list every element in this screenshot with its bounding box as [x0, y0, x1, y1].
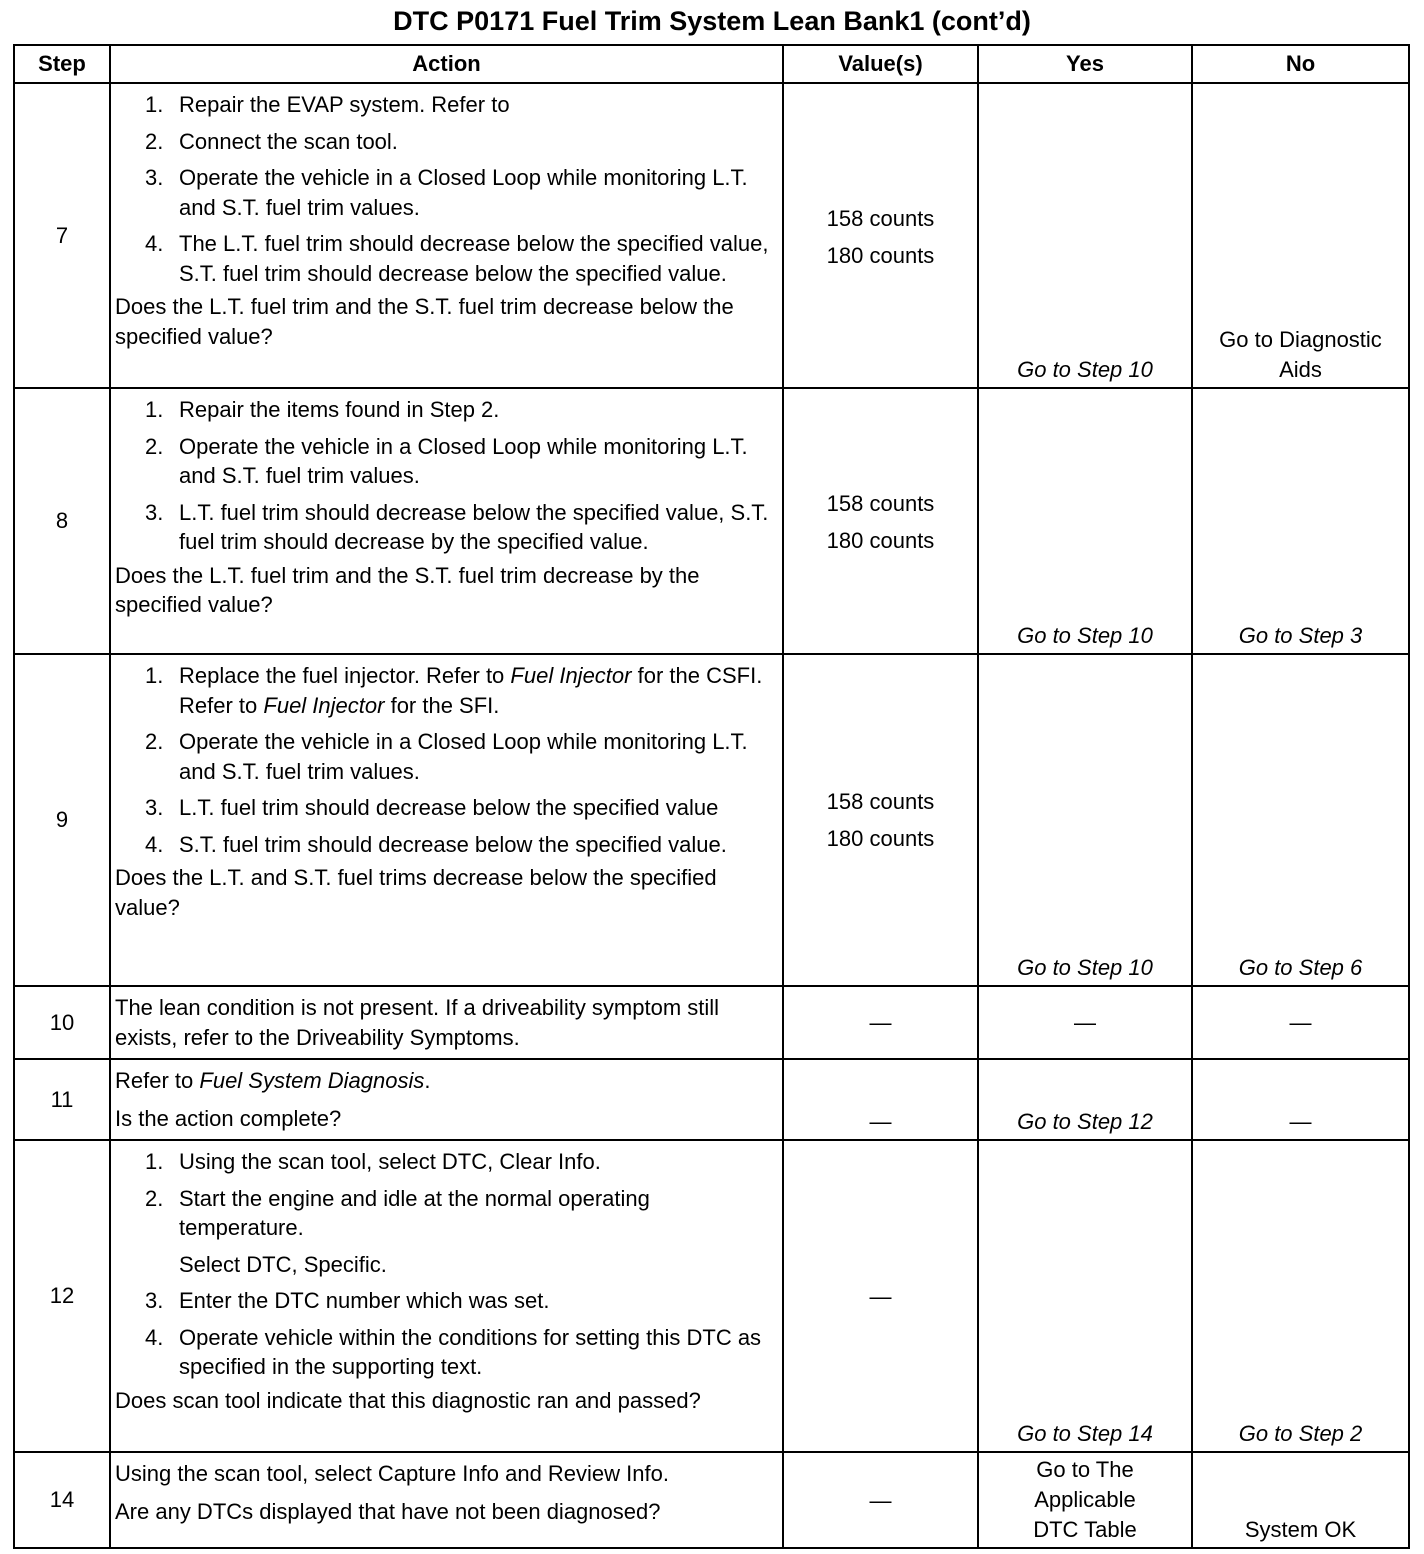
no-cell: Go to Diagnostic Aids — [1192, 83, 1409, 388]
no-cell: Go to Step 2 — [1192, 1140, 1409, 1452]
values-cell: — — [783, 1059, 978, 1140]
action-cell — [110, 1140, 783, 1452]
table-row-step-11 — [14, 1059, 1409, 1140]
list-item: 2. Operate the vehicle in a Closed Loop while monitoring L.T. and S.T. fuel trim values. — [145, 729, 748, 784]
header-no: No — [1192, 45, 1409, 83]
question-text: Are any DTCs displayed that have not been diagnosed? — [115, 1498, 661, 1524]
value-lt: 158 counts — [826, 206, 935, 231]
list-item: 3. L.T. fuel trim should decrease below the specified value — [145, 795, 719, 820]
step-number: 14 — [14, 1452, 110, 1548]
question-text: Is the action complete? — [115, 1105, 342, 1131]
table-row-step-8 — [14, 388, 1409, 654]
values-cell: — — [783, 1452, 978, 1548]
list-item: Select DTC, Specific. — [179, 1251, 387, 1277]
header-action: Action — [110, 45, 783, 83]
list-item: 4. The L.T. fuel trim should decrease below the specified value, S.T. fuel trim should decrease below the specified value. — [145, 231, 769, 286]
table-row-step-10 — [14, 986, 1409, 1059]
yes-cell: — — [978, 986, 1192, 1059]
action-cell — [110, 1059, 783, 1140]
yes-cell: Go to Step 12 — [978, 1059, 1192, 1140]
table-row-step-7 — [14, 83, 1409, 388]
list-item: 1. Repair the EVAP system. Refer to — [145, 92, 510, 117]
value-st: 180 counts — [826, 826, 935, 851]
values-cell — [783, 83, 978, 388]
diagnostic-table — [13, 44, 1410, 1549]
list-item: 4. S.T. fuel trim should decrease below the specified value. — [145, 831, 727, 857]
table-header-row — [14, 45, 1409, 83]
no-cell: — — [1192, 986, 1409, 1059]
action-cell — [110, 1452, 783, 1548]
list-item: 1. Replace the fuel injector. Refer to Fuel Injector for the CSFI. Refer to Fuel Injector for the SFI. — [145, 663, 763, 718]
question-text: Does the L.T. and S.T. fuel trims decrease below the specified value? — [115, 865, 717, 920]
step-number: 11 — [14, 1059, 110, 1140]
action-text: Using the scan tool, select Capture Info and Review Info. — [115, 1461, 669, 1486]
step-number: 8 — [14, 388, 110, 654]
no-cell: — — [1192, 1059, 1409, 1140]
question-text: Does the L.T. fuel trim and the S.T. fuel trim decrease by the specified value? — [115, 562, 700, 617]
list-item: 2. Operate the vehicle in a Closed Loop while monitoring L.T. and S.T. fuel trim values. — [145, 433, 748, 488]
action-text: The lean condition is not present. If a driveability symptom still exists, refer to the Driveability Symptoms. — [115, 995, 720, 1050]
yes-cell: Go to The Applicable DTC Table — [978, 1452, 1192, 1548]
values-cell: — — [783, 986, 978, 1059]
values-cell: — — [783, 1140, 978, 1452]
list-item: 3. Operate the vehicle in a Closed Loop while monitoring L.T. and S.T. fuel trim values. — [145, 165, 748, 220]
action-cell — [110, 83, 783, 388]
values-cell — [783, 388, 978, 654]
value-lt: 158 counts — [826, 789, 935, 814]
step-number: 7 — [14, 83, 110, 388]
values-cell — [783, 654, 978, 986]
no-cell: Go to Step 6 — [1192, 654, 1409, 986]
yes-cell: Go to Step 10 — [978, 388, 1192, 654]
list-item: 3. L.T. fuel trim should decrease below the specified value, S.T. fuel trim should decrease by the specified value. — [145, 499, 769, 554]
value-lt: 158 counts — [826, 491, 935, 516]
action-cell — [110, 388, 783, 654]
header-yes: Yes — [978, 45, 1192, 83]
list-item: 2. Start the engine and idle at the normal operating temperature. — [145, 1185, 650, 1240]
list-item: 2. Connect the scan tool. — [145, 128, 398, 154]
value-st: 180 counts — [826, 528, 935, 553]
step-number: 9 — [14, 654, 110, 986]
yes-cell: Go to Step 14 — [978, 1140, 1192, 1452]
yes-cell: Go to Step 10 — [978, 654, 1192, 986]
question-text: Does the L.T. fuel trim and the S.T. fuel trim decrease below the specified value? — [115, 294, 734, 349]
header-values: Value(s) — [783, 45, 978, 83]
table-row-step-9 — [14, 654, 1409, 986]
list-item: 3. Enter the DTC number which was set. — [145, 1288, 550, 1313]
question-text: Does scan tool indicate that this diagnostic ran and passed? — [115, 1387, 701, 1413]
list-item: 1. Repair the items found in Step 2. — [145, 397, 500, 422]
list-item: 1. Using the scan tool, select DTC, Clear Info. — [145, 1149, 601, 1174]
no-cell: System OK — [1192, 1452, 1409, 1548]
action-cell — [110, 654, 783, 986]
yes-cell: Go to Step 10 — [978, 83, 1192, 388]
no-cell: Go to Step 3 — [1192, 388, 1409, 654]
list-item: 4. Operate vehicle within the conditions for setting this DTC as specified in the supporting text. — [145, 1324, 762, 1379]
table-row-step-12 — [14, 1140, 1409, 1452]
page-title: DTC P0171 Fuel Trim System Lean Bank1 (cont’d) — [393, 6, 1031, 36]
action-text: Refer to Fuel System Diagnosis. — [115, 1068, 431, 1093]
step-number: 12 — [14, 1140, 110, 1452]
table-row-step-14 — [14, 1452, 1409, 1548]
action-cell — [110, 986, 783, 1059]
step-number: 10 — [14, 986, 110, 1059]
value-st: 180 counts — [826, 243, 935, 268]
header-step: Step — [14, 45, 110, 83]
